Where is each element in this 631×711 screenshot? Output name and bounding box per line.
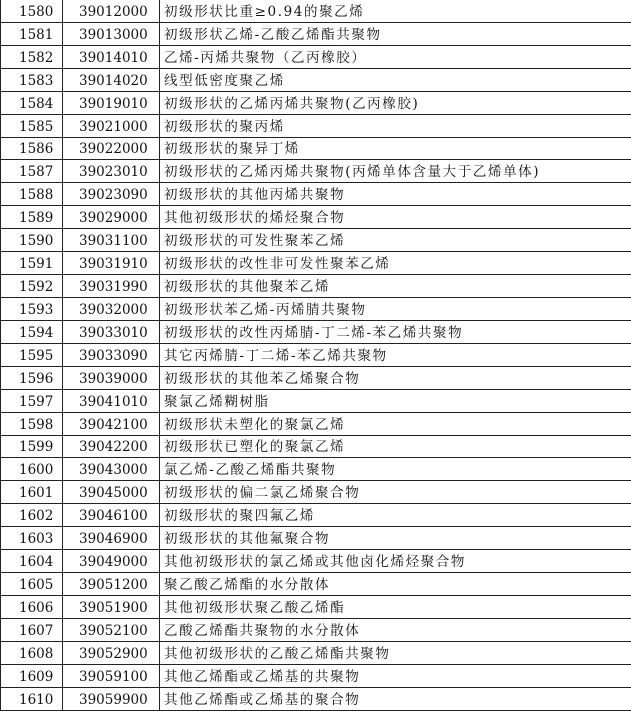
table-body — [1, 0, 631, 710]
row-number-cell: 1607 — [1, 618, 63, 641]
hs-code-cell: 39049000 — [63, 550, 160, 573]
table-row — [1, 91, 631, 114]
description-cell: 初级形状的其他氟聚合物 — [160, 527, 631, 550]
row-number-cell: 1589 — [1, 206, 63, 229]
description-cell: 初级形状的改性丙烯腈-丁二烯-苯乙烯共聚物 — [160, 320, 631, 343]
hs-code-cell: 39014010 — [63, 45, 160, 68]
description-cell: 初级形状未塑化的聚氯乙烯 — [160, 412, 631, 435]
row-number-cell: 1587 — [1, 160, 63, 183]
row-number-cell: 1598 — [1, 412, 63, 435]
hs-code-cell: 39042200 — [63, 435, 160, 458]
table-row — [1, 252, 631, 275]
row-number-cell: 1595 — [1, 343, 63, 366]
row-number-cell: 1603 — [1, 527, 63, 550]
description-cell: 聚乙酸乙烯酯的水分散体 — [160, 573, 631, 596]
row-number-cell: 1599 — [1, 435, 63, 458]
description-cell: 其它丙烯腈-丁二烯-苯乙烯共聚物 — [160, 343, 631, 366]
row-number-cell: 1588 — [1, 183, 63, 206]
row-number-cell: 1597 — [1, 389, 63, 412]
hs-code-cell: 39043000 — [63, 458, 160, 481]
table-row — [1, 68, 631, 91]
hs-code-cell: 39046900 — [63, 527, 160, 550]
table-row — [1, 687, 631, 710]
description-cell: 初级形状的聚丙烯 — [160, 114, 631, 137]
hs-code-cell: 39029000 — [63, 206, 160, 229]
row-number-cell: 1583 — [1, 68, 63, 91]
table-row — [1, 435, 631, 458]
description-cell: 其他初级形状的氯乙烯或其他卤化烯烃聚合物 — [160, 550, 631, 573]
table-row — [1, 458, 631, 481]
table-row — [1, 504, 631, 527]
description-cell: 乙烯-丙烯共聚物（乙丙橡胶） — [160, 45, 631, 68]
row-number-cell: 1605 — [1, 573, 63, 596]
row-number-cell: 1593 — [1, 297, 63, 320]
description-cell: 初级形状的聚四氟乙烯 — [160, 504, 631, 527]
row-number-cell: 1601 — [1, 481, 63, 504]
table-row — [1, 160, 631, 183]
description-cell: 其他初级形状聚乙酸乙烯酯 — [160, 595, 631, 618]
row-number-cell: 1590 — [1, 229, 63, 252]
table-row — [1, 297, 631, 320]
row-number-cell: 1591 — [1, 252, 63, 275]
row-number-cell: 1594 — [1, 320, 63, 343]
row-number-cell: 1592 — [1, 275, 63, 298]
table-row — [1, 641, 631, 664]
description-cell: 初级形状乙烯-乙酸乙烯酯共聚物 — [160, 22, 631, 45]
hs-code-cell: 39052900 — [63, 641, 160, 664]
description-cell: 初级形状的其他丙烯共聚物 — [160, 183, 631, 206]
row-number-cell: 1602 — [1, 504, 63, 527]
description-cell: 初级形状的其他聚苯乙烯 — [160, 275, 631, 298]
row-number-cell: 1596 — [1, 366, 63, 389]
table-row — [1, 45, 631, 68]
table-row — [1, 343, 631, 366]
table-row — [1, 320, 631, 343]
description-cell: 初级形状的偏二氯乙烯聚合物 — [160, 481, 631, 504]
table-row — [1, 618, 631, 641]
hs-code-cell: 39023090 — [63, 183, 160, 206]
row-number-cell: 1580 — [1, 0, 63, 22]
table-row — [1, 389, 631, 412]
hs-code-cell: 39046100 — [63, 504, 160, 527]
table-row — [1, 183, 631, 206]
row-number-cell: 1608 — [1, 641, 63, 664]
hs-code-cell: 39031100 — [63, 229, 160, 252]
description-cell: 其他初级形状的烯烃聚合物 — [160, 206, 631, 229]
row-number-cell: 1582 — [1, 45, 63, 68]
table-row — [1, 22, 631, 45]
hs-code-cell: 39013000 — [63, 22, 160, 45]
table-row — [1, 114, 631, 137]
table-row — [1, 412, 631, 435]
hs-code-cell: 39042100 — [63, 412, 160, 435]
table-row — [1, 366, 631, 389]
table-row — [1, 573, 631, 596]
hs-code-cell: 39031990 — [63, 275, 160, 298]
row-number-cell: 1584 — [1, 91, 63, 114]
description-cell: 乙酸乙烯酯共聚物的水分散体 — [160, 618, 631, 641]
row-number-cell: 1610 — [1, 687, 63, 710]
hs-code-cell: 39031910 — [63, 252, 160, 275]
table-row — [1, 0, 631, 22]
hs-code-cell: 39051900 — [63, 595, 160, 618]
table-row — [1, 664, 631, 687]
description-cell: 初级形状苯乙烯-丙烯腈共聚物 — [160, 297, 631, 320]
hs-code-cell: 39023010 — [63, 160, 160, 183]
hs-code-cell: 39041010 — [63, 389, 160, 412]
description-cell: 初级形状的改性非可发性聚苯乙烯 — [160, 252, 631, 275]
description-cell: 聚氯乙烯糊树脂 — [160, 389, 631, 412]
row-number-cell: 1609 — [1, 664, 63, 687]
hs-code-cell: 39059100 — [63, 664, 160, 687]
hs-code-cell: 39052100 — [63, 618, 160, 641]
hs-code-cell: 39014020 — [63, 68, 160, 91]
table-row — [1, 550, 631, 573]
description-cell: 初级形状的乙烯丙烯共聚物(丙烯单体含量大于乙烯单体) — [160, 160, 631, 183]
hs-code-cell: 39045000 — [63, 481, 160, 504]
hs-code-cell: 39019010 — [63, 91, 160, 114]
description-cell: 初级形状的聚异丁烯 — [160, 137, 631, 160]
hs-code-cell: 39032000 — [63, 297, 160, 320]
description-cell: 其他初级形状的乙酸乙烯酯共聚物 — [160, 641, 631, 664]
table-row — [1, 481, 631, 504]
description-cell: 初级形状的可发性聚苯乙烯 — [160, 229, 631, 252]
table-row — [1, 595, 631, 618]
description-cell: 初级形状的乙烯丙烯共聚物(乙丙橡胶) — [160, 91, 631, 114]
hs-code-cell: 39021000 — [63, 114, 160, 137]
hs-code-cell: 39039000 — [63, 366, 160, 389]
description-cell: 其他乙烯酯或乙烯基的共聚物 — [160, 664, 631, 687]
description-cell: 氯乙烯-乙酸乙烯酯共聚物 — [160, 458, 631, 481]
hs-code-cell: 39033010 — [63, 320, 160, 343]
description-cell: 其他乙烯酯或乙烯基的聚合物 — [160, 687, 631, 710]
table-row — [1, 527, 631, 550]
table-row — [1, 206, 631, 229]
table-row — [1, 275, 631, 298]
table-row — [1, 137, 631, 160]
hs-code-cell: 39051200 — [63, 573, 160, 596]
row-number-cell: 1586 — [1, 137, 63, 160]
row-number-cell: 1585 — [1, 114, 63, 137]
description-cell: 线型低密度聚乙烯 — [160, 68, 631, 91]
description-cell: 初级形状已塑化的聚氯乙烯 — [160, 435, 631, 458]
hs-code-cell: 39022000 — [63, 137, 160, 160]
row-number-cell: 1606 — [1, 595, 63, 618]
hs-code-cell: 39012000 — [63, 0, 160, 22]
row-number-cell: 1604 — [1, 550, 63, 573]
row-number-cell: 1600 — [1, 458, 63, 481]
description-cell: 初级形状比重≥0.94的聚乙烯 — [160, 0, 631, 22]
table-row — [1, 229, 631, 252]
hs-code-cell: 39059900 — [63, 687, 160, 710]
hs-code-cell: 39033090 — [63, 343, 160, 366]
description-cell: 初级形状的其他苯乙烯聚合物 — [160, 366, 631, 389]
row-number-cell: 1581 — [1, 22, 63, 45]
